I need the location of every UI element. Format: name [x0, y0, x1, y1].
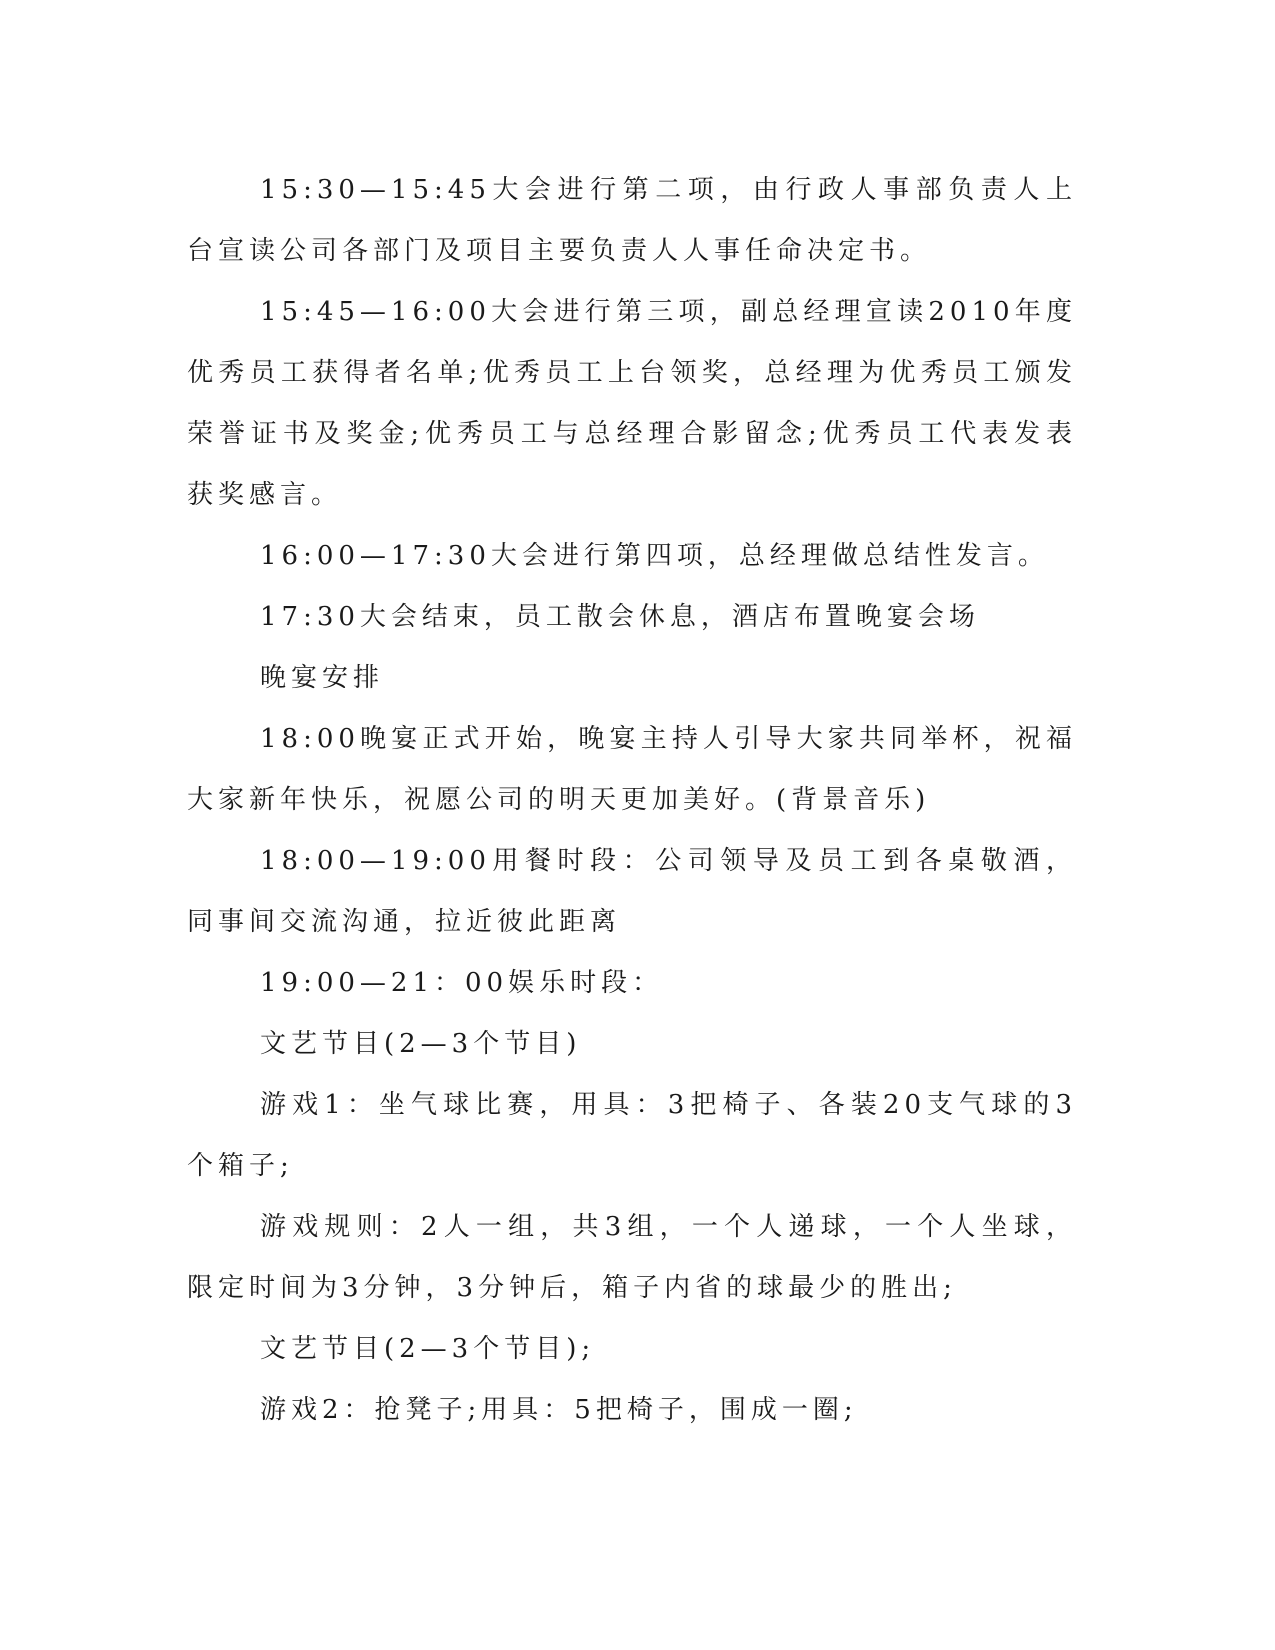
- paragraph-entertainment-period: 19:00—21：00娱乐时段：: [260, 968, 664, 998]
- paragraph-dining-period: 18:00—19:00用餐时段：公司领导及员工到各桌敬酒，同事间交流沟通，拉近彼此距离: [187, 846, 1077, 937]
- paragraph-performance-1: 文艺节目(2—3个节目): [260, 1029, 582, 1059]
- paragraph-game-2: 游戏2：抢凳子;用具：5把椅子，围成一圈;: [260, 1395, 858, 1425]
- paragraph-game-1: 游戏1：坐气球比赛，用具：3把椅子、各装20支气球的3个箱子;: [187, 1090, 1077, 1181]
- paragraph-game-1-rules: 游戏规则：2人一组，共3组，一个人递球，一个人坐球，限定时间为3分钟，3分钟后，箱子内省的球最少的胜出;: [187, 1212, 1077, 1303]
- paragraph-banquet-start: 18:00晚宴正式开始，晚宴主持人引导大家共同举杯，祝福大家新年快乐，祝愿公司的明天更加美好。(背景音乐): [187, 724, 1077, 815]
- document-body: [187, 160, 1077, 1441]
- paragraph-agenda-item-3: 15:45—16:00大会进行第三项，副总经理宣读2010年度优秀员工获得者名单;优秀员工上台领奖，总经理为优秀员工颁发荣誉证书及奖金;优秀员工与总经理合影留念;优秀员工代表发表获奖感言。: [187, 297, 1077, 510]
- paragraph-agenda-item-4: 16:00—17:30大会进行第四项，总经理做总结性发言。: [260, 541, 1049, 571]
- section-heading-banquet: 晚宴安排: [260, 663, 385, 693]
- paragraph-agenda-item-2: 15:30—15:45大会进行第二项，由行政人事部负责人上台宣读公司各部门及项目主要负责人人事任命决定书。: [187, 175, 1077, 266]
- paragraph-meeting-end: 17:30大会结束，员工散会休息，酒店布置晚宴会场: [260, 602, 980, 632]
- paragraph-performance-2: 文艺节目(2—3个节目);: [260, 1334, 596, 1364]
